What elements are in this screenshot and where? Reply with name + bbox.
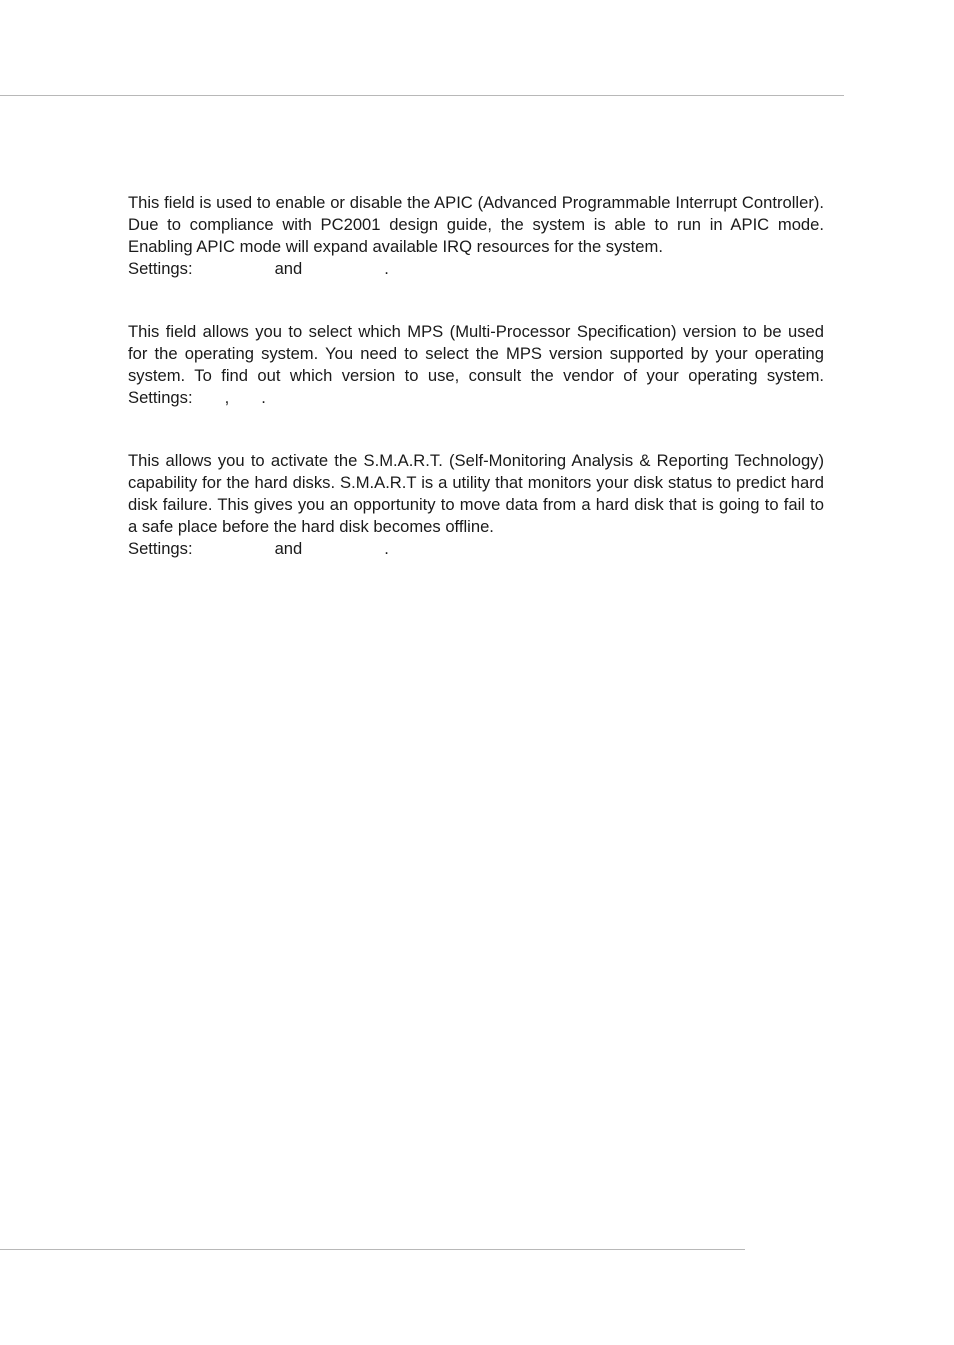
settings-joiner: and [274,539,303,558]
settings-label: Settings: [128,539,193,558]
mps-settings-end: . [261,388,266,407]
smart-description [128,450,824,560]
settings-label: Settings: [128,259,193,278]
apic-mode-settings [128,258,824,280]
settings-end: . [384,539,389,558]
smart-settings [128,538,824,560]
mps-settings-label: Settings: [128,388,193,407]
smart-text: This allows you to activate the S.M.A.R.T. (Self-Monitoring Analysis & Reporting Technology) capability for the hard disks. S.M.A.R.T is a utility that monitors your disk status to predict hard disk failure. This gives you an opportunity to move data from a hard disk that is going to fail to a safe place before the hard disk becomes offline. [128,451,824,536]
mps-version-text: This field allows you to select which MPS (Multi-Processor Specification) version to be used for the operating system. You need to select the MPS version supported by your operating system. To find out which version to use, consult the vendor of your operating system. [128,322,824,385]
mps-settings-joiner: , [224,388,230,407]
document-body [128,192,824,560]
apic-mode-description [128,192,824,280]
footer-rule [0,1249,745,1250]
settings-end: . [384,259,389,278]
mps-version-description [128,321,824,409]
apic-mode-text: This field is used to enable or disable the APIC (Advanced Programmable Interrupt Controller). Due to compliance with PC2001 design guide, the system is able to run in APIC mode. Enabling APIC mode will expand available IRQ resources for the system. [128,193,824,256]
settings-joiner: and [274,259,303,278]
header-rule [0,95,844,96]
